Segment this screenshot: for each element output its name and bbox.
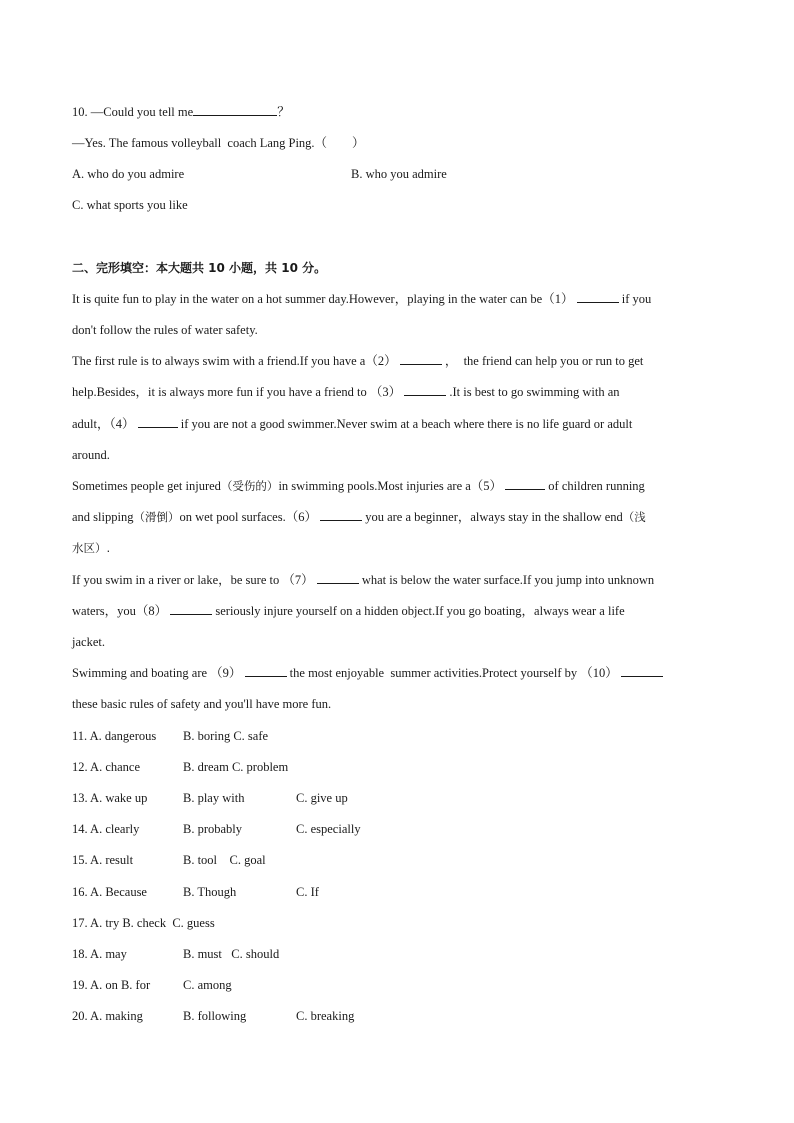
- text-segment: help.Besides，it is always more fun if you have a friend to （3）: [72, 385, 405, 399]
- text-segment: If you swim in a river or lake，be sure to （7）: [72, 573, 317, 587]
- passage-line: [72, 572, 722, 588]
- q10-dialogue: [72, 135, 722, 151]
- text-segment: 12. A. chance: [72, 760, 141, 774]
- text-segment: B. boring C. safe: [183, 729, 269, 743]
- passage-line: [72, 696, 722, 712]
- text-segment: .It is best to go swimming with an: [446, 385, 620, 399]
- passage-line: [72, 291, 722, 307]
- option-a: A. who do you admire: [72, 167, 185, 181]
- text-segment: ， the friend can help you or run to get: [441, 354, 644, 368]
- passage-line: [72, 416, 722, 432]
- text-segment: B. probably: [183, 822, 243, 836]
- text-segment: 17. A. try B. check C. guess: [72, 916, 215, 930]
- text-segment: B. play with: [183, 791, 245, 805]
- text-segment: Swimming and boating are （9）: [72, 666, 245, 680]
- passage-line: [72, 353, 722, 369]
- text-segment: 18. A. may: [72, 947, 127, 961]
- text-segment: waters，you（8）: [72, 604, 171, 618]
- text-segment: the most enjoyable summer activities.Protect yourself by （10）: [286, 666, 621, 680]
- answer-blank: [621, 665, 663, 677]
- text-segment: —Yes. The famous volleyball coach Lang Ping.（ ）: [72, 136, 365, 150]
- text-segment: 13. A. wake up: [72, 791, 148, 805]
- passage-line: [72, 603, 722, 619]
- passage-line: [72, 478, 722, 494]
- text-segment: seriously injure yourself on a hidden object.If you go boating，always wear a life: [212, 604, 625, 618]
- text-segment: if you: [618, 292, 652, 306]
- passage-line: [72, 447, 722, 463]
- answer-blank: [245, 665, 287, 677]
- text-segment: （受伤的）: [220, 479, 279, 493]
- text-segment: C. give up: [296, 791, 348, 805]
- text-segment: ？: [277, 105, 290, 119]
- text-segment: 11. A. dangerous: [72, 729, 157, 743]
- text-segment: It is quite fun to play in the water on a hot summer day.However，playing in the water can be（1）: [72, 292, 577, 306]
- text-segment: don't follow the rules of water safety.: [72, 323, 258, 337]
- text-segment: jacket.: [72, 635, 105, 649]
- text-segment: 10. —Could you tell me: [72, 105, 194, 119]
- text-segment: of children running: [545, 479, 645, 493]
- answer-blank: [317, 572, 359, 584]
- text-segment: around.: [72, 448, 110, 462]
- passage-line: [72, 665, 722, 681]
- text-segment: 15. A. result: [72, 853, 134, 867]
- text-segment: 二、完形填空：本大题共 10 小题，共 10 分。: [72, 261, 327, 275]
- text-segment: 20. A. making: [72, 1009, 143, 1023]
- text-segment: if you are not a good swimmer.Never swim at a beach where there is no life guard or adult: [177, 417, 633, 431]
- text-segment: these basic rules of safety and you'll have more fun.: [72, 697, 332, 711]
- text-segment: C. among: [183, 978, 232, 992]
- answer-blank: [170, 603, 212, 615]
- text-segment: B. dream C. problem: [183, 760, 289, 774]
- answer-blank: [577, 291, 619, 303]
- text-segment: adult，（4）: [72, 417, 138, 431]
- q10-stem: [72, 104, 722, 120]
- text-segment: C. breaking: [296, 1009, 355, 1023]
- text-segment: C. what sports you like: [72, 198, 188, 212]
- text-segment: C. especially: [296, 822, 361, 836]
- text-segment: in swimming pools.Most injuries are a（5）: [278, 479, 506, 493]
- text-segment: B. following: [183, 1009, 247, 1023]
- answer-blank: [193, 104, 277, 116]
- passage-line: [72, 509, 722, 525]
- answer-blank: [320, 509, 362, 521]
- passage-line: [72, 634, 722, 650]
- text-segment: B. tool C. goal: [183, 853, 266, 867]
- text-segment: 19. A. on B. for: [72, 978, 151, 992]
- text-segment: B. must C. should: [183, 947, 280, 961]
- text-segment: 水区）.: [72, 541, 111, 555]
- passage-line: [72, 384, 722, 400]
- q10-option-c: [72, 197, 722, 213]
- text-segment: The first rule is to always swim with a friend.If you have a（2）: [72, 354, 400, 368]
- section-heading: [72, 260, 722, 276]
- answer-blank: [138, 416, 178, 428]
- text-segment: （浅: [622, 510, 646, 524]
- text-segment: B. Though: [183, 885, 237, 899]
- answer-blank: [505, 478, 545, 490]
- text-segment: C. If: [296, 885, 319, 899]
- text-segment: what is below the water surface.If you jump into unknown: [358, 573, 655, 587]
- passage-line: [72, 540, 722, 556]
- passage-line: [72, 322, 722, 338]
- text-segment: you are a beginner，always stay in the shallow end: [362, 510, 623, 524]
- text-segment: 14. A. clearly: [72, 822, 140, 836]
- text-segment: 16. A. Because: [72, 885, 147, 899]
- answer-blank: [404, 384, 446, 396]
- answer-blank: [400, 353, 442, 365]
- text-segment: （滑倒）: [133, 510, 180, 524]
- text-segment: and slipping: [72, 510, 134, 524]
- option-b: B. who you admire: [351, 167, 447, 181]
- text-segment: on wet pool surfaces.（6）: [179, 510, 321, 524]
- text-segment: Sometimes people get injured: [72, 479, 221, 493]
